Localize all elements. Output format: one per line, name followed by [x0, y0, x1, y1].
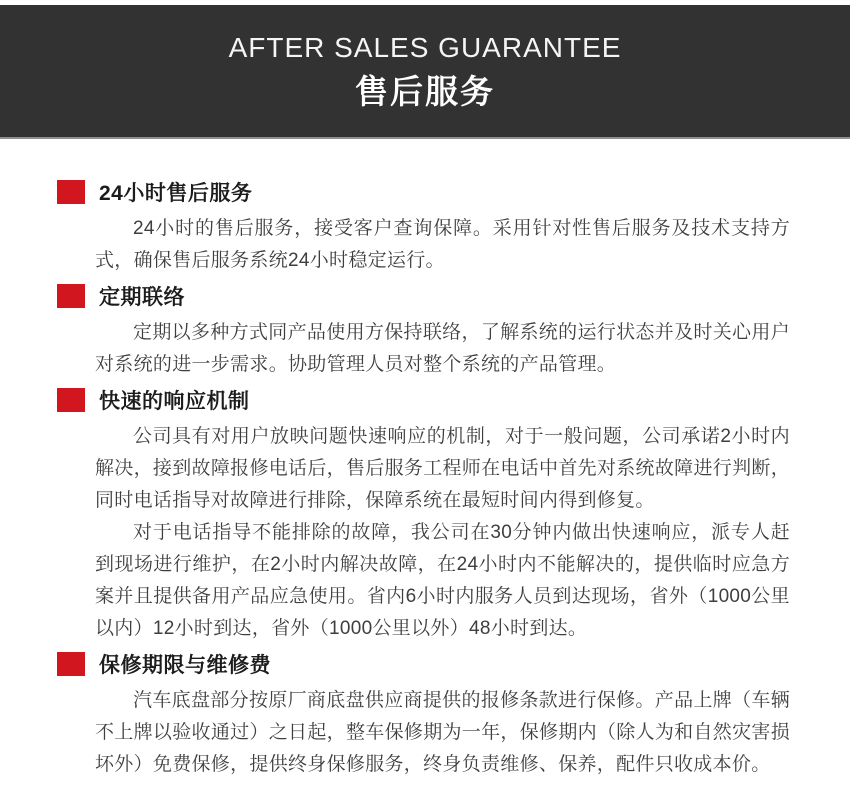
section-title: 快速的响应机制: [99, 389, 250, 413]
section-title: 定期联络: [99, 285, 185, 309]
red-square-bullet-icon: [57, 652, 85, 676]
section-title: 保修期限与维修费: [99, 653, 271, 677]
after-sales-page: [0, 5, 850, 781]
section-24h-service: [57, 175, 790, 277]
red-square-bullet-icon: [57, 284, 85, 308]
section-heading-row: [57, 647, 790, 680]
content-area: [0, 139, 850, 781]
section-heading-row: [57, 175, 790, 208]
section-title: 24小时售后服务: [99, 181, 253, 205]
section-paragraph: 公司具有对用户放映问题快速响应的机制，对于一般问题，公司承诺2小时内解决，接到故障报修电话后，售后服务工程师在电话中首先对系统故障进行判断，同时电话指导对故障进行排除，保障系统在最短时间内得到修复。: [95, 426, 790, 511]
section-paragraph: 汽车底盘部分按原厂商底盘供应商提供的报修条款进行保修。产品上牌（车辆不上牌以验收通过）之日起，整车保修期为一年，保修期内（除人为和自然灾害损坏外）免费保修，提供终身保修服务，终身负责维修、保养，配件只收成本价。: [95, 690, 790, 775]
header-title-chinese: 售后服务: [355, 73, 495, 110]
section-paragraph: 24小时的售后服务，接受客户查询保障。采用针对性售后服务及技术支持方式，确保售后服务系统24小时稳定运行。: [95, 218, 790, 271]
section-body: [95, 317, 790, 381]
header-title-english: AFTER SALES GUARANTEE: [228, 32, 622, 63]
section-body: [95, 421, 790, 645]
section-quick-response: [57, 383, 790, 645]
section-heading-row: [57, 383, 790, 416]
red-square-bullet-icon: [57, 388, 85, 412]
section-regular-contact: [57, 279, 790, 381]
section-paragraph: 对于电话指导不能排除的故障，我公司在30分钟内做出快速响应，派专人赶到现场进行维护，在2小时内解决故障，在24小时内不能解决的，提供临时应急方案并且提供备用产品应急使用。省内6小时内服务人员到达现场，省外（1000公里以内）12小时到达，省外（1000公里以外）48小时到达。: [95, 522, 790, 639]
page-header: [0, 5, 850, 139]
section-paragraph: 定期以多种方式同产品使用方保持联络，了解系统的运行状态并及时关心用户对系统的进一步需求。协助管理人员对整个系统的产品管理。: [95, 322, 790, 375]
section-body: [95, 213, 790, 277]
section-heading-row: [57, 279, 790, 312]
red-square-bullet-icon: [57, 180, 85, 204]
section-warranty-period: [57, 647, 790, 781]
section-body: [95, 685, 790, 781]
